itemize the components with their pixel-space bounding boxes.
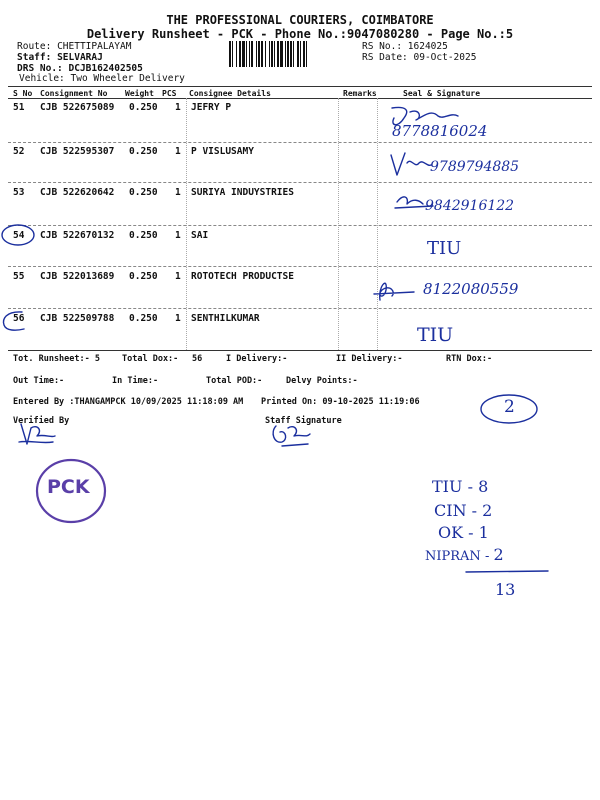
barcode-bar (265, 41, 266, 67)
handwritten-note: TIU (417, 324, 454, 346)
company-name: THE PROFESSIONAL COURIERS, COIMBATORE (166, 13, 434, 27)
row-consignee: SAI (191, 230, 209, 241)
row-consignee: ROTOTECH PRODUCTSE (191, 271, 294, 282)
row-sno: 55 (13, 271, 25, 282)
rs-date-value: 09-Oct-2025 (413, 52, 477, 63)
row-consignment: CJB 522670132 (40, 230, 115, 241)
col-divider (186, 98, 187, 350)
staff-label: Staff: (17, 52, 52, 63)
col-sno: S No (13, 89, 33, 98)
barcode-bar (274, 41, 275, 67)
row-weight: 0.250 (129, 271, 158, 282)
staff-line (17, 52, 103, 63)
col-consignee: Consignee Details (189, 89, 271, 98)
row-pcs: 1 (175, 187, 181, 198)
out-time: Out Time:- (13, 376, 65, 386)
table-top-rule (8, 86, 592, 87)
col-divider (338, 98, 339, 350)
barcode-bar (280, 41, 283, 67)
row-consignment: CJB 522620642 (40, 187, 115, 198)
col-pcs: PCS (162, 89, 177, 98)
row-weight: 0.250 (129, 230, 158, 241)
row-pcs: 1 (175, 271, 181, 282)
signature-verified (15, 420, 61, 450)
total-dox-value: 56 (192, 354, 203, 364)
barcode-bar (293, 41, 294, 67)
col-consignment: Consignment No (40, 89, 108, 98)
row-rule (8, 225, 592, 226)
barcode-bar (269, 41, 270, 67)
row-weight: 0.250 (129, 187, 158, 198)
handwritten-phone: 9789794885 (430, 159, 520, 175)
entered-by: Entered By :THANGAMPCK 10/09/2025 11:18:09 AM (13, 397, 244, 407)
row-sno: 51 (13, 102, 25, 113)
handwritten-phone: 8778816024 (392, 122, 488, 140)
barcode-bar (249, 41, 250, 67)
rs-no-line (362, 41, 448, 52)
barcode-bar (236, 41, 237, 67)
barcode-bar (285, 41, 286, 67)
barcode-bar (303, 41, 305, 67)
tally-row: OK - 1 (438, 523, 489, 542)
rs-no-value: 1624025 (407, 41, 448, 52)
runsheet-subtitle: Delivery Runsheet - PCK - Phone No.:9047080280 - Page No.:5 (86, 27, 514, 41)
row-consignee: P VISLUSAMY (191, 146, 254, 157)
printed-on: Printed On: 09-10-2025 11:19:06 (261, 397, 420, 407)
tally-label: NIPRAN (425, 549, 481, 564)
drs-label: DRS No.: (17, 63, 63, 74)
barcode-bar (242, 41, 245, 67)
total-pod: Total POD:- (206, 376, 263, 386)
barcode-bar (261, 41, 263, 67)
tally-value: 2 (482, 501, 493, 520)
row-rule (8, 142, 592, 143)
rs-date-label: RS Date: (362, 52, 408, 63)
signature-vislusamy (385, 151, 435, 183)
barcode-bar (239, 41, 241, 67)
tally-row: TIU - 8 (432, 477, 489, 496)
table-bottom-rule (8, 350, 592, 351)
barcode-bar (229, 41, 231, 67)
row-consignee: SENTHILKUMAR (191, 313, 260, 324)
signature-rototech (370, 272, 420, 306)
handwritten-phone: 9842916122 (425, 198, 515, 214)
row-pcs: 1 (175, 230, 181, 241)
table-header-rule (8, 98, 592, 99)
route-label: Route: (17, 41, 52, 52)
tally-row: CIN - 2 (434, 501, 493, 520)
barcode-bar (300, 41, 301, 67)
barcode (229, 41, 359, 67)
route-line (17, 41, 131, 52)
tally-total: 13 (495, 580, 516, 599)
row-rule (8, 266, 592, 267)
tally-value: 1 (478, 523, 489, 542)
row-consignment: CJB 522509788 (40, 313, 115, 324)
rs-date-line (362, 52, 476, 63)
barcode-bar (306, 41, 307, 67)
row-consignment: CJB 522013689 (40, 271, 115, 282)
row-pcs: 1 (175, 146, 181, 157)
row-pcs: 1 (175, 102, 181, 113)
row-consignee: JEFRY P (191, 102, 232, 113)
staff-signature-label: Staff Signature (265, 416, 342, 426)
circled-page-number: 2 (504, 397, 515, 417)
row-pcs: 1 (175, 313, 181, 324)
barcode-bar (256, 41, 257, 67)
route-value: CHETTIPALAYAM (57, 41, 132, 52)
col-divider (377, 98, 378, 350)
row-sno: 52 (13, 146, 25, 157)
barcode-bar (271, 41, 273, 67)
tally-label: TIU (432, 477, 463, 496)
barcode-bar (290, 41, 292, 67)
row-sno: 54 (13, 230, 25, 241)
barcode-bar (258, 41, 260, 67)
circle-mark (0, 220, 40, 250)
vehicle-label: Vehicle: (19, 73, 65, 84)
row-sno: 53 (13, 187, 25, 198)
barcode-bar (232, 41, 233, 67)
tally-label: CIN (434, 501, 467, 520)
signature-staff (268, 420, 318, 450)
col-remarks: Remarks (343, 89, 377, 98)
pck-stamp-text: PCK (47, 476, 90, 498)
tally-underline (462, 568, 552, 576)
delvy-points: Delvy Points:- (286, 376, 358, 386)
barcode-bar (287, 41, 289, 67)
row-weight: 0.250 (129, 313, 158, 324)
row-consignment: CJB 522595307 (40, 146, 115, 157)
tally-row: NIPRAN - 2 (425, 545, 504, 564)
col-weight: Weight (125, 89, 154, 98)
total-dox-label: Total Dox:- (122, 354, 179, 364)
i-delivery: I Delivery:- (226, 354, 288, 364)
col-seal: Seal & Signature (403, 89, 481, 98)
rtn-dox: RTN Dox:- (446, 354, 493, 364)
barcode-bar (251, 41, 253, 67)
row-consignment: CJB 522675089 (40, 102, 115, 113)
tally-value: 8 (478, 477, 489, 496)
handwritten-note: TIU (427, 238, 462, 259)
tot-runsheet: Tot. Runsheet:- 5 (13, 354, 100, 364)
tally-label: OK (438, 523, 464, 542)
barcode-bar (277, 41, 279, 67)
staff-value: SELVARAJ (57, 52, 103, 63)
row-rule (8, 182, 592, 183)
row-consignee: SURIYA INDUYSTRIES (191, 187, 294, 198)
handwritten-phone: 8122080559 (423, 280, 519, 298)
barcode-bar (246, 41, 247, 67)
vehicle-line (19, 73, 185, 84)
rs-no-label: RS No.: (362, 41, 403, 52)
barcode-bar (297, 41, 299, 67)
row-sno: 56 (13, 313, 25, 324)
drs-value: DCJB162402505 (68, 63, 143, 74)
in-time: In Time:- (112, 376, 159, 386)
vehicle-value: Two Wheeler Delivery (70, 73, 185, 84)
verified-by-label: Verified By (13, 416, 70, 426)
circle-mark (0, 309, 30, 333)
ii-delivery: II Delivery:- (336, 354, 403, 364)
barcode-graphic (229, 41, 359, 67)
row-rule (8, 308, 592, 309)
tally-value: 2 (493, 545, 504, 564)
row-weight: 0.250 (129, 102, 158, 113)
row-weight: 0.250 (129, 146, 158, 157)
